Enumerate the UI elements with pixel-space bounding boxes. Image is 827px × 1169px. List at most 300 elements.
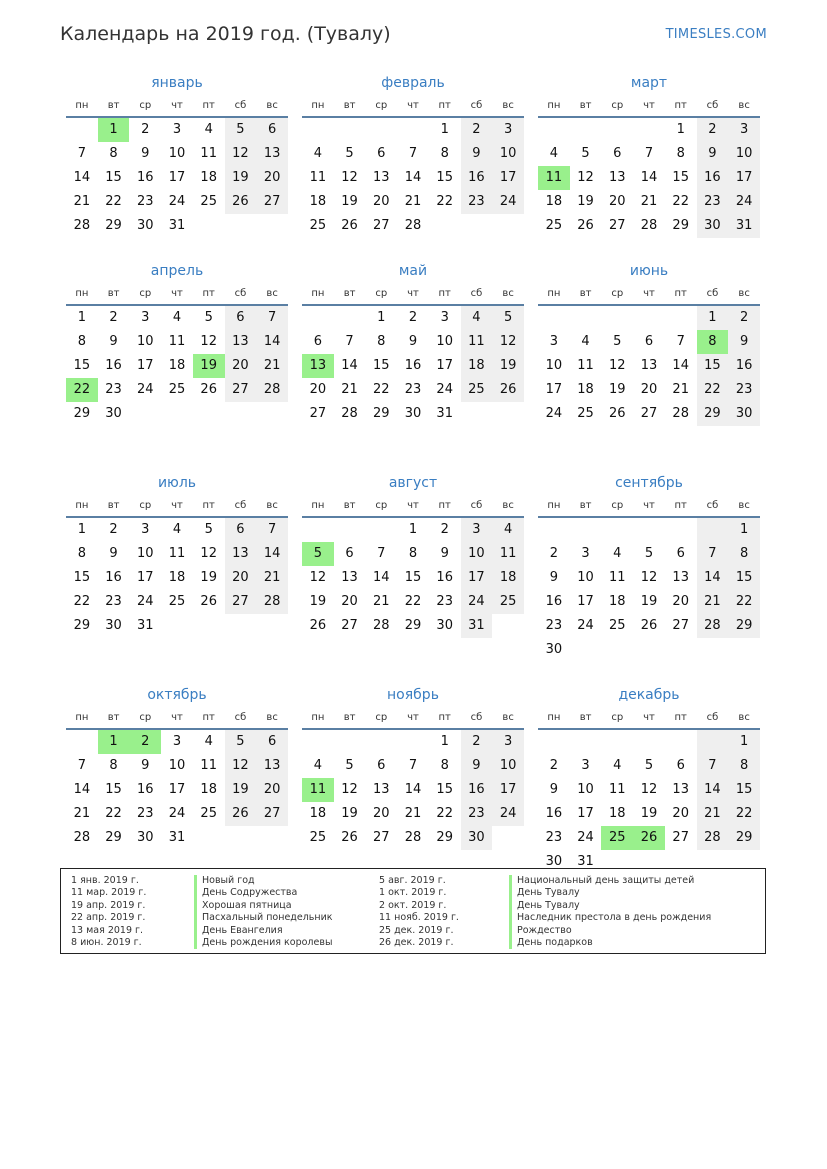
day-cell: 2 [461,730,493,754]
day-cell: 24 [545,406,563,421]
weekday-label: сб [470,100,483,111]
day-cell: 26 [640,618,658,633]
legend-date: 11 нояб. 2019 г. [379,912,459,924]
day-cell: 24 [492,190,524,214]
day-cell: 23 [404,382,422,397]
weekday-label: пт [674,500,687,511]
day-cell: 4 [313,146,322,161]
legend-holiday-name: День Тувалу [509,900,759,912]
day-cell: 9 [461,142,493,166]
day-cell: 23 [137,194,154,209]
weekday-label: вт [107,288,120,299]
day-cell: 5 [345,758,354,773]
day-cell: 10 [436,334,453,349]
day-cell: 8 [676,146,685,161]
day-cell: 12 [640,782,658,797]
days-grid [66,518,288,638]
day-cell: 3 [728,118,760,142]
day-cell: 18 [545,194,563,209]
day-cell: 13 [256,142,288,166]
weekday-label: вт [107,712,120,723]
day-cell: 28 [373,618,390,633]
weekday-label: вс [738,500,750,511]
weekday-label: ср [375,712,388,723]
weekday-header [66,708,288,730]
day-cell: 19 [200,570,217,585]
day-cell: 26 [492,378,524,402]
weekday-label: пт [438,288,451,299]
day-cell: 5 [204,522,213,537]
calendar-grid [66,70,766,870]
day-cell: 19 [640,594,658,609]
day-cell: 12 [341,782,358,797]
day-cell: 10 [545,358,563,373]
day-cell: 17 [461,566,493,590]
day-cell: 20 [672,594,689,609]
weekday-label: вт [579,500,592,511]
legend-holiday-name: День Тувалу [509,887,759,899]
day-cell: 27 [373,830,390,845]
day-cell: 4 [172,522,182,537]
day-cell: 25 [168,382,186,397]
day-cell: 2 [549,546,558,561]
day-cell: 31 [577,854,594,869]
day-cell: 11 [461,330,493,354]
day-cell: 30 [105,406,122,421]
day-cell: 7 [345,334,354,349]
day-cell: 15 [728,566,760,590]
weekday-label: ср [611,500,624,511]
day-cell: 14 [341,358,358,373]
day-cell: 8 [440,758,449,773]
day-cell: 25 [492,590,524,614]
day-cell: 20 [609,194,626,209]
empty-cell [365,118,397,142]
day-cell: 6 [345,546,354,561]
day-cell: 20 [341,594,358,609]
day-cell: 30 [105,618,122,633]
empty-cell [334,730,366,754]
weekday-label: сб [234,712,247,723]
weekday-label: вт [107,100,120,111]
weekday-label: пт [202,288,215,299]
weekday-label: вс [502,288,514,299]
weekday-label: сб [234,500,247,511]
month-block [538,258,760,446]
day-cell: 15 [728,778,760,802]
page-header [60,18,767,50]
day-cell: 16 [461,778,493,802]
day-cell: 4 [613,758,622,773]
day-cell: 20 [225,354,257,378]
day-cell: 29 [373,406,390,421]
weekday-label: сб [470,288,483,299]
legend-holiday-name: День подарков [509,937,759,949]
day-cell: 9 [549,782,558,797]
weekday-label: чт [407,288,419,299]
weekday-label: пт [202,500,215,511]
weekday-header [302,708,524,730]
day-cell: 7 [676,334,685,349]
day-cell: 12 [225,754,257,778]
weekday-header [302,284,524,306]
weekday-label: вс [738,712,750,723]
day-cell: 28 [672,406,689,421]
weekday-label: пн [311,100,325,111]
day-cell: 22 [728,802,760,826]
empty-cell [601,518,633,542]
day-cell: 16 [436,570,453,585]
day-cell: 26 [225,802,257,826]
month-title: январь [151,75,203,91]
day-cell: 18 [309,806,327,821]
day-cell: 2 [408,310,418,325]
day-cell: 5 [204,310,213,325]
day-cell: 18 [168,570,186,585]
legend-names-right [509,875,759,953]
day-cell: 17 [168,782,186,797]
day-cell: 12 [640,570,658,585]
day-cell: 24 [577,618,594,633]
day-cell: 14 [404,170,422,185]
day-cell: 27 [341,618,358,633]
day-cell: 13 [341,570,358,585]
day-cell: 11 [200,758,217,773]
weekday-label: ср [139,712,152,723]
day-cell: 1 [728,730,760,754]
day-cell: 19 [341,194,358,209]
day-cell: 8 [377,334,386,349]
weekday-label: вс [266,500,278,511]
legend-date: 19 апр. 2019 г. [71,899,146,911]
empty-cell [570,118,602,142]
day-cell: 17 [728,166,760,190]
day-cell: 28 [73,218,91,233]
day-cell: 8 [77,546,86,561]
day-cell: 3 [492,730,524,754]
month-block [66,70,288,258]
weekday-label: чт [171,500,183,511]
day-cell: 6 [256,118,288,142]
day-cell: 14 [256,542,288,566]
legend-names-left [194,875,379,953]
day-cell: 25 [200,806,217,821]
day-cell: 21 [73,194,91,209]
weekday-label: сб [234,100,247,111]
weekday-label: ср [375,500,388,511]
day-cell: 28 [697,614,729,638]
weekday-label: вс [266,100,278,111]
day-cell: 29 [73,618,91,633]
day-cell: 13 [373,782,390,797]
month-block [66,470,288,658]
day-cell: 16 [137,170,154,185]
weekday-label: пт [202,712,215,723]
day-cell: 30 [728,402,760,426]
day-cell: 18 [577,382,594,397]
weekday-label: пн [75,500,89,511]
month-block [302,682,524,870]
day-cell: 3 [581,546,590,561]
day-cell: 17 [436,358,453,373]
weekday-label: пн [75,712,89,723]
day-cell: 20 [225,566,257,590]
day-cell: 12 [200,546,217,561]
day-cell: 18 [609,594,626,609]
day-cell: 7 [256,518,288,542]
legend-holiday-name: Национальный день защиты детей [509,875,759,887]
day-cell: 5 [225,730,257,754]
day-cell: 15 [105,170,122,185]
day-cell: 26 [577,218,594,233]
legend-date: 25 дек. 2019 г. [379,924,454,936]
day-cell: 27 [256,802,288,826]
empty-cell [633,306,665,330]
day-cell: 14 [640,170,658,185]
day-cell: 23 [461,802,493,826]
day-cell: 23 [697,190,729,214]
day-cell: 21 [373,594,390,609]
day-cell: 5 [613,334,622,349]
weekday-label: пт [674,712,687,723]
day-cell: 12 [341,170,358,185]
day-cell: 25 [577,406,594,421]
day-cell: 1 [77,522,86,537]
day-cell: 6 [676,546,685,561]
day-cell: 20 [640,382,658,397]
day-cell: 2 [728,306,760,330]
weekday-label: чт [407,500,419,511]
day-cell: 8 [109,146,118,161]
weekday-label: вт [343,100,356,111]
day-cell: 26 [200,382,217,397]
days-grid [302,118,524,238]
day-cell: 22 [373,382,390,397]
day-cell: 28 [697,826,729,850]
day-cell: 13 [225,542,257,566]
weekday-header [302,96,524,118]
day-cell: 4 [492,518,524,542]
empty-cell [697,730,729,754]
legend-holiday-name: Хорошая пятница [194,900,379,912]
weekday-label: ср [139,288,152,299]
day-cell: 6 [225,306,257,330]
weekday-label: пт [202,100,215,111]
day-cell: 16 [105,570,122,585]
day-cell: 12 [200,334,217,349]
day-cell: 4 [204,122,213,137]
weekday-label: вс [502,100,514,111]
legend-date: 1 окт. 2019 г. [379,887,447,899]
day-cell: 9 [109,334,118,349]
day-cell: 23 [436,594,453,609]
day-cell: 22 [105,806,122,821]
empty-cell [302,306,334,330]
weekday-label: сб [234,288,247,299]
day-cell: 11 [168,334,186,349]
days-grid [66,118,288,238]
month-title: апрель [150,263,204,279]
day-cell: 30 [697,214,729,238]
day-cell: 1 [440,122,449,137]
day-cell: 14 [73,782,91,797]
day-cell: 5 [644,758,654,773]
day-cell: 13 [609,170,626,185]
weekday-label: чт [171,100,183,111]
day-cell: 19 [609,382,626,397]
day-cell: 8 [109,758,118,773]
day-cell: 27 [373,218,390,233]
days-grid [302,730,524,850]
month-title: декабрь [618,687,680,703]
day-cell: 4 [581,334,590,349]
day-cell: 9 [141,758,150,773]
day-cell: 27 [672,830,689,845]
day-cell: 7 [408,758,418,773]
day-cell: 30 [461,826,493,850]
weekday-label: вт [579,100,592,111]
weekday-header [538,708,760,730]
day-cell: 3 [549,334,558,349]
day-cell: 31 [137,618,154,633]
holiday-legend [60,868,766,954]
day-cell: 27 [672,618,689,633]
day-cell: 26 [225,190,257,214]
day-cell: 30 [137,830,154,845]
day-cell: 7 [77,146,86,161]
weekday-header [66,496,288,518]
month-title: сентябрь [615,475,683,491]
day-cell: 10 [137,334,154,349]
day-cell: 14 [256,330,288,354]
weekday-label: ср [139,500,152,511]
days-grid [538,118,760,238]
empty-cell [302,118,334,142]
weekday-label: чт [643,288,655,299]
weekday-label: ср [611,100,624,111]
day-cell: 16 [728,354,760,378]
day-cell: 19 [309,594,327,609]
day-cell: 16 [697,166,729,190]
day-cell: 15 [73,358,91,373]
day-cell: 3 [172,122,182,137]
day-cell: 12 [577,170,594,185]
day-cell: 5 [581,146,590,161]
weekday-header [538,496,760,518]
holiday-day: 5 [302,542,334,566]
day-cell: 5 [345,146,354,161]
day-cell: 31 [461,614,493,638]
weekday-label: пт [674,288,687,299]
day-cell: 2 [141,122,150,137]
day-cell: 25 [168,594,186,609]
day-cell: 9 [408,334,418,349]
legend-holiday-name: День Евангелия [194,925,379,937]
day-cell: 30 [436,618,453,633]
day-cell: 15 [672,170,689,185]
legend-date: 13 мая 2019 г. [71,924,144,936]
day-cell: 1 [697,306,729,330]
days-grid [538,730,760,874]
day-cell: 10 [492,142,524,166]
day-cell: 23 [105,594,122,609]
day-cell: 22 [73,594,91,609]
day-cell: 28 [404,830,422,845]
day-cell: 29 [672,218,689,233]
day-cell: 14 [404,782,422,797]
day-cell: 5 [225,118,257,142]
empty-cell [538,118,570,142]
legend-holiday-name: Наследник престола в день рождения [509,912,759,924]
empty-cell [601,118,633,142]
empty-cell [570,518,602,542]
weekday-label: чт [643,712,655,723]
day-cell: 24 [492,802,524,826]
holiday-day: 22 [66,378,98,402]
weekday-label: ср [375,288,388,299]
month-title: май [398,263,428,279]
day-cell: 26 [200,594,217,609]
weekday-label: вт [579,288,592,299]
weekday-label: пн [547,712,561,723]
empty-cell [570,306,602,330]
day-cell: 20 [672,806,689,821]
day-cell: 29 [728,826,760,850]
day-cell: 13 [672,782,689,797]
day-cell: 30 [137,218,154,233]
weekday-label: чт [407,100,419,111]
site-link[interactable]: TIMESLES.COM [665,26,767,42]
empty-cell [538,306,570,330]
day-cell: 6 [256,730,288,754]
empty-cell [302,518,334,542]
day-cell: 11 [168,546,186,561]
day-cell: 20 [373,194,390,209]
legend-date: 2 окт. 2019 г. [379,899,447,911]
day-cell: 9 [461,754,493,778]
day-cell: 18 [168,358,186,373]
day-cell: 13 [256,754,288,778]
day-cell: 24 [168,194,186,209]
day-cell: 27 [225,590,257,614]
day-cell: 10 [577,782,594,797]
day-cell: 12 [609,358,626,373]
day-cell: 19 [341,806,358,821]
day-cell: 2 [549,758,558,773]
day-cell: 3 [581,758,590,773]
holiday-day: 8 [697,330,729,354]
day-cell: 2 [109,522,118,537]
legend-holiday-name: Новый год [194,875,379,887]
day-cell: 11 [577,358,594,373]
day-cell: 2 [109,310,118,325]
weekday-label: вт [343,288,356,299]
day-cell: 4 [549,146,558,161]
day-cell: 25 [309,830,327,845]
day-cell: 17 [492,166,524,190]
day-cell: 10 [461,542,493,566]
day-cell: 30 [404,406,422,421]
day-cell: 6 [225,518,257,542]
day-cell: 5 [644,546,654,561]
day-cell: 28 [73,830,91,845]
day-cell: 16 [105,358,122,373]
page-title: Календарь на 2019 год. (Тувалу) [60,23,391,45]
weekday-label: вс [266,288,278,299]
day-cell: 18 [461,354,493,378]
day-cell: 9 [728,330,760,354]
empty-cell [601,306,633,330]
